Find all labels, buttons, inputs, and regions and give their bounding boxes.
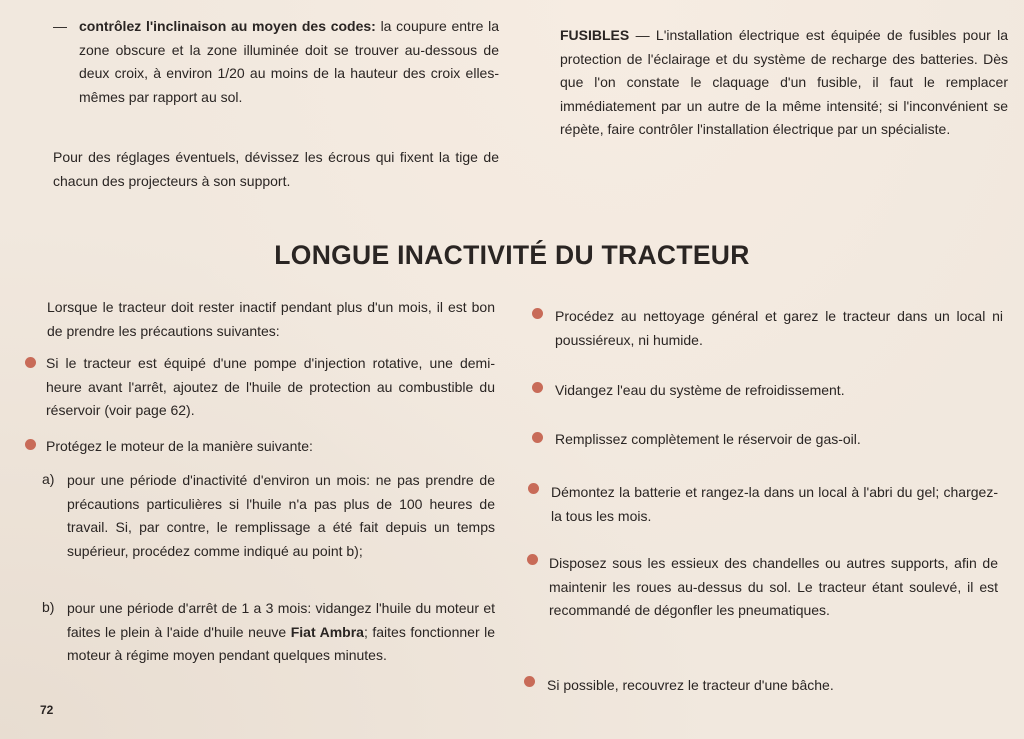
- headlight-adjust-text: Pour des réglages éventuels, dévissez les écrous qui fixent la tige de chacun des projecteurs à son support.: [53, 149, 499, 189]
- bullet-dot: [524, 676, 535, 687]
- item-a-text: pour une période d'inactivité d'environ un mois: ne pas prendre de précautions particulières si l'huile n'a pas plus de 100 heures de travail. Si, par contre, le remplissage a été fait depuis un temps supérieur, procédez comme indiqué au point b);: [67, 472, 495, 559]
- bullet-fuel: Remplissez complètement le réservoir de gas-oil.: [555, 431, 861, 447]
- bullet-dot: [528, 483, 539, 494]
- item-b-text-end: ; faites fonctionner le moteur à régime moyen pendant quelques minutes.: [67, 623, 496, 663]
- item-b-label: b): [42, 599, 55, 615]
- item-a-label: a): [42, 471, 55, 487]
- dip-check-text: la coupure entre la zone obscure et la zone illuminée doit se trouver au-dessous de deux croix, à environ 1/20 au moins de la hauteur des croix elles-mêmes par rapport au sol.: [79, 18, 499, 105]
- headlight-dip-check: [53, 15, 499, 109]
- bullet-dot: [25, 439, 36, 450]
- bullet-dot: [25, 357, 36, 368]
- bullet-cover: Si possible, recouvrez le tracteur d'une bâche.: [547, 677, 834, 693]
- item-b-text: [67, 597, 495, 668]
- bullet-dot: [527, 554, 538, 565]
- fuses-text: — L'installation électrique est équipée de fusibles pour la protection de l'éclairage et du système de recharge des batteries. Dès que l'on constate le claquage d'un fusible, il faut le remplacer immédiatement par un autre de la même intensité; si l'inconvénient se répète, faire contrôler l'installation électrique par un spécialiste.: [560, 27, 1008, 137]
- bullet-dot: [532, 382, 543, 393]
- bullet-cleaning: Procédez au nettoyage général et garez le tracteur dans un local ni poussiéreux, ni humide.: [555, 308, 1003, 348]
- fuses-title: FUSIBLES: [560, 27, 630, 43]
- fuses-paragraph: [560, 24, 1008, 142]
- inactivity-intro: Lorsque le tracteur doit rester inactif pendant plus d'un mois, il est bon de prendre les précautions suivantes:: [47, 299, 495, 339]
- dip-check-lead: contrôlez l'inclinaison au moyen des codes:: [79, 18, 376, 34]
- bullet-injection-pump: Si le tracteur est équipé d'une pompe d'injection rotative, une demi-heure avant l'arrêt, ajoutez de l'huile de protection au combustible du réservoir (voir page 62).: [46, 355, 495, 418]
- lead-dash: —: [53, 18, 67, 34]
- bullet-battery: Démontez la batterie et rangez-la dans un local à l'abri du gel; chargez-la tous les mois.: [551, 484, 998, 524]
- brand-name: Fiat Ambra: [290, 623, 364, 640]
- section-title: LONGUE INACTIVITÉ DU TRACTEUR: [274, 240, 750, 270]
- item-b-text-start: pour une période d'arrêt de 1 a 3 mois: vidangez l'huile du moteur et faites le plein à l'aide d'huile neuve: [67, 600, 495, 640]
- bullet-coolant: Vidangez l'eau du système de refroidissement.: [555, 382, 845, 398]
- bullet-axle-stands: Disposez sous les essieux des chandelles ou autres supports, afin de maintenir les roues au-dessus du sol. Le tracteur étant soulevé, il est recommandé de dégonfler les pneumatiques.: [549, 555, 998, 618]
- page-number: 72: [40, 703, 54, 717]
- bullet-engine-protection: Protégez le moteur de la manière suivante:: [46, 438, 313, 454]
- bullet-dot: [532, 432, 543, 443]
- bullet-dot: [532, 308, 543, 319]
